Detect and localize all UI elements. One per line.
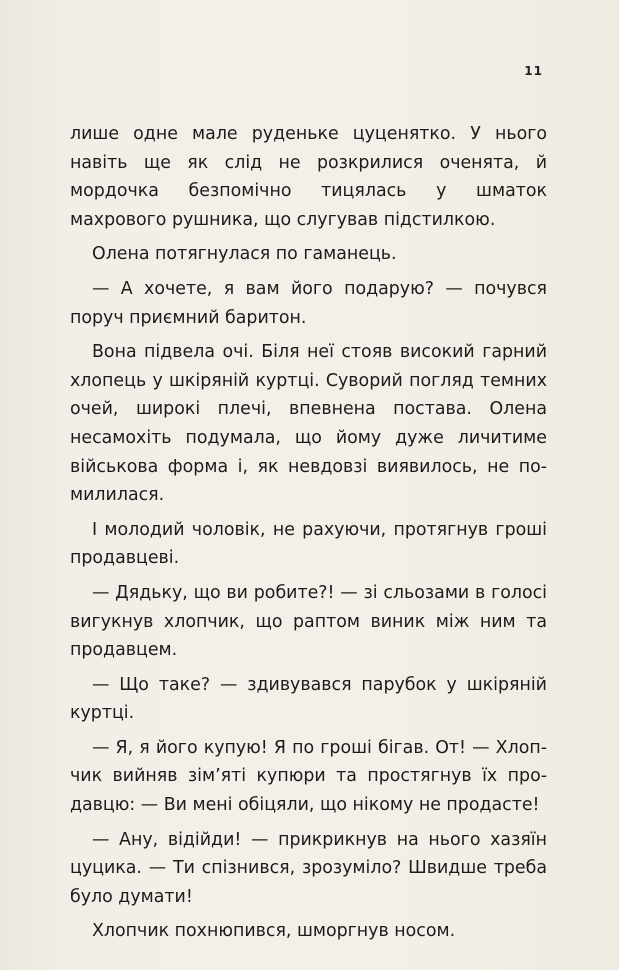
- paragraph: І молодий чоловік, не рахуючи, протягнув гроші продавцеві.: [70, 519, 547, 569]
- paragraph: Вона підвела очі. Біля неї стояв високий гарний хлопець у шкіряній куртці. Суворий погляд темних очей, широкі плечі, впевнена постава. Олена несамохіть подумала, що йому дуже личитиме військова форма і, як невдовзі виявилось, не помилилася.: [70, 342, 547, 506]
- paragraph: — Ану, відійди! — прикрикнув на нього хазяїн цуцика. — Ти спізнився, зрозуміло? Швидше треба було думати!: [70, 829, 547, 907]
- paragraph: — Я, я його купую! Я по гроші бігав. От! — Хлопчик вийняв зім’яті купюри та простягнув їх продавцю: — Ви мені обіцяли, що нікому не продасте!: [70, 737, 547, 816]
- body-text: [70, 120, 547, 952]
- paragraph: — Дядьку, що ви робите?! — зі сльозами в голосі вигукнув хлопчик, що раптом виник між ним та продавцем.: [70, 582, 547, 661]
- paragraph: Хлопчик похнюпився, шморгнув носом.: [92, 921, 456, 942]
- paragraph: — Що таке? — здивувався парубок у шкіряній куртці.: [70, 674, 547, 724]
- paragraph: — А хочете, я вам його подарую? — почувся поруч приємний баритон.: [70, 278, 547, 328]
- paragraph: Олена потягнулася по гаманець.: [92, 244, 397, 265]
- paragraph: лише одне мале руденьке цуценятко. У нього навіть ще як слід не розкрилися оченята, й мордочка безпомічно тицялась у шматок махрового рушника, що слугував підстилкою.: [70, 124, 547, 230]
- page-number: 11: [524, 64, 543, 78]
